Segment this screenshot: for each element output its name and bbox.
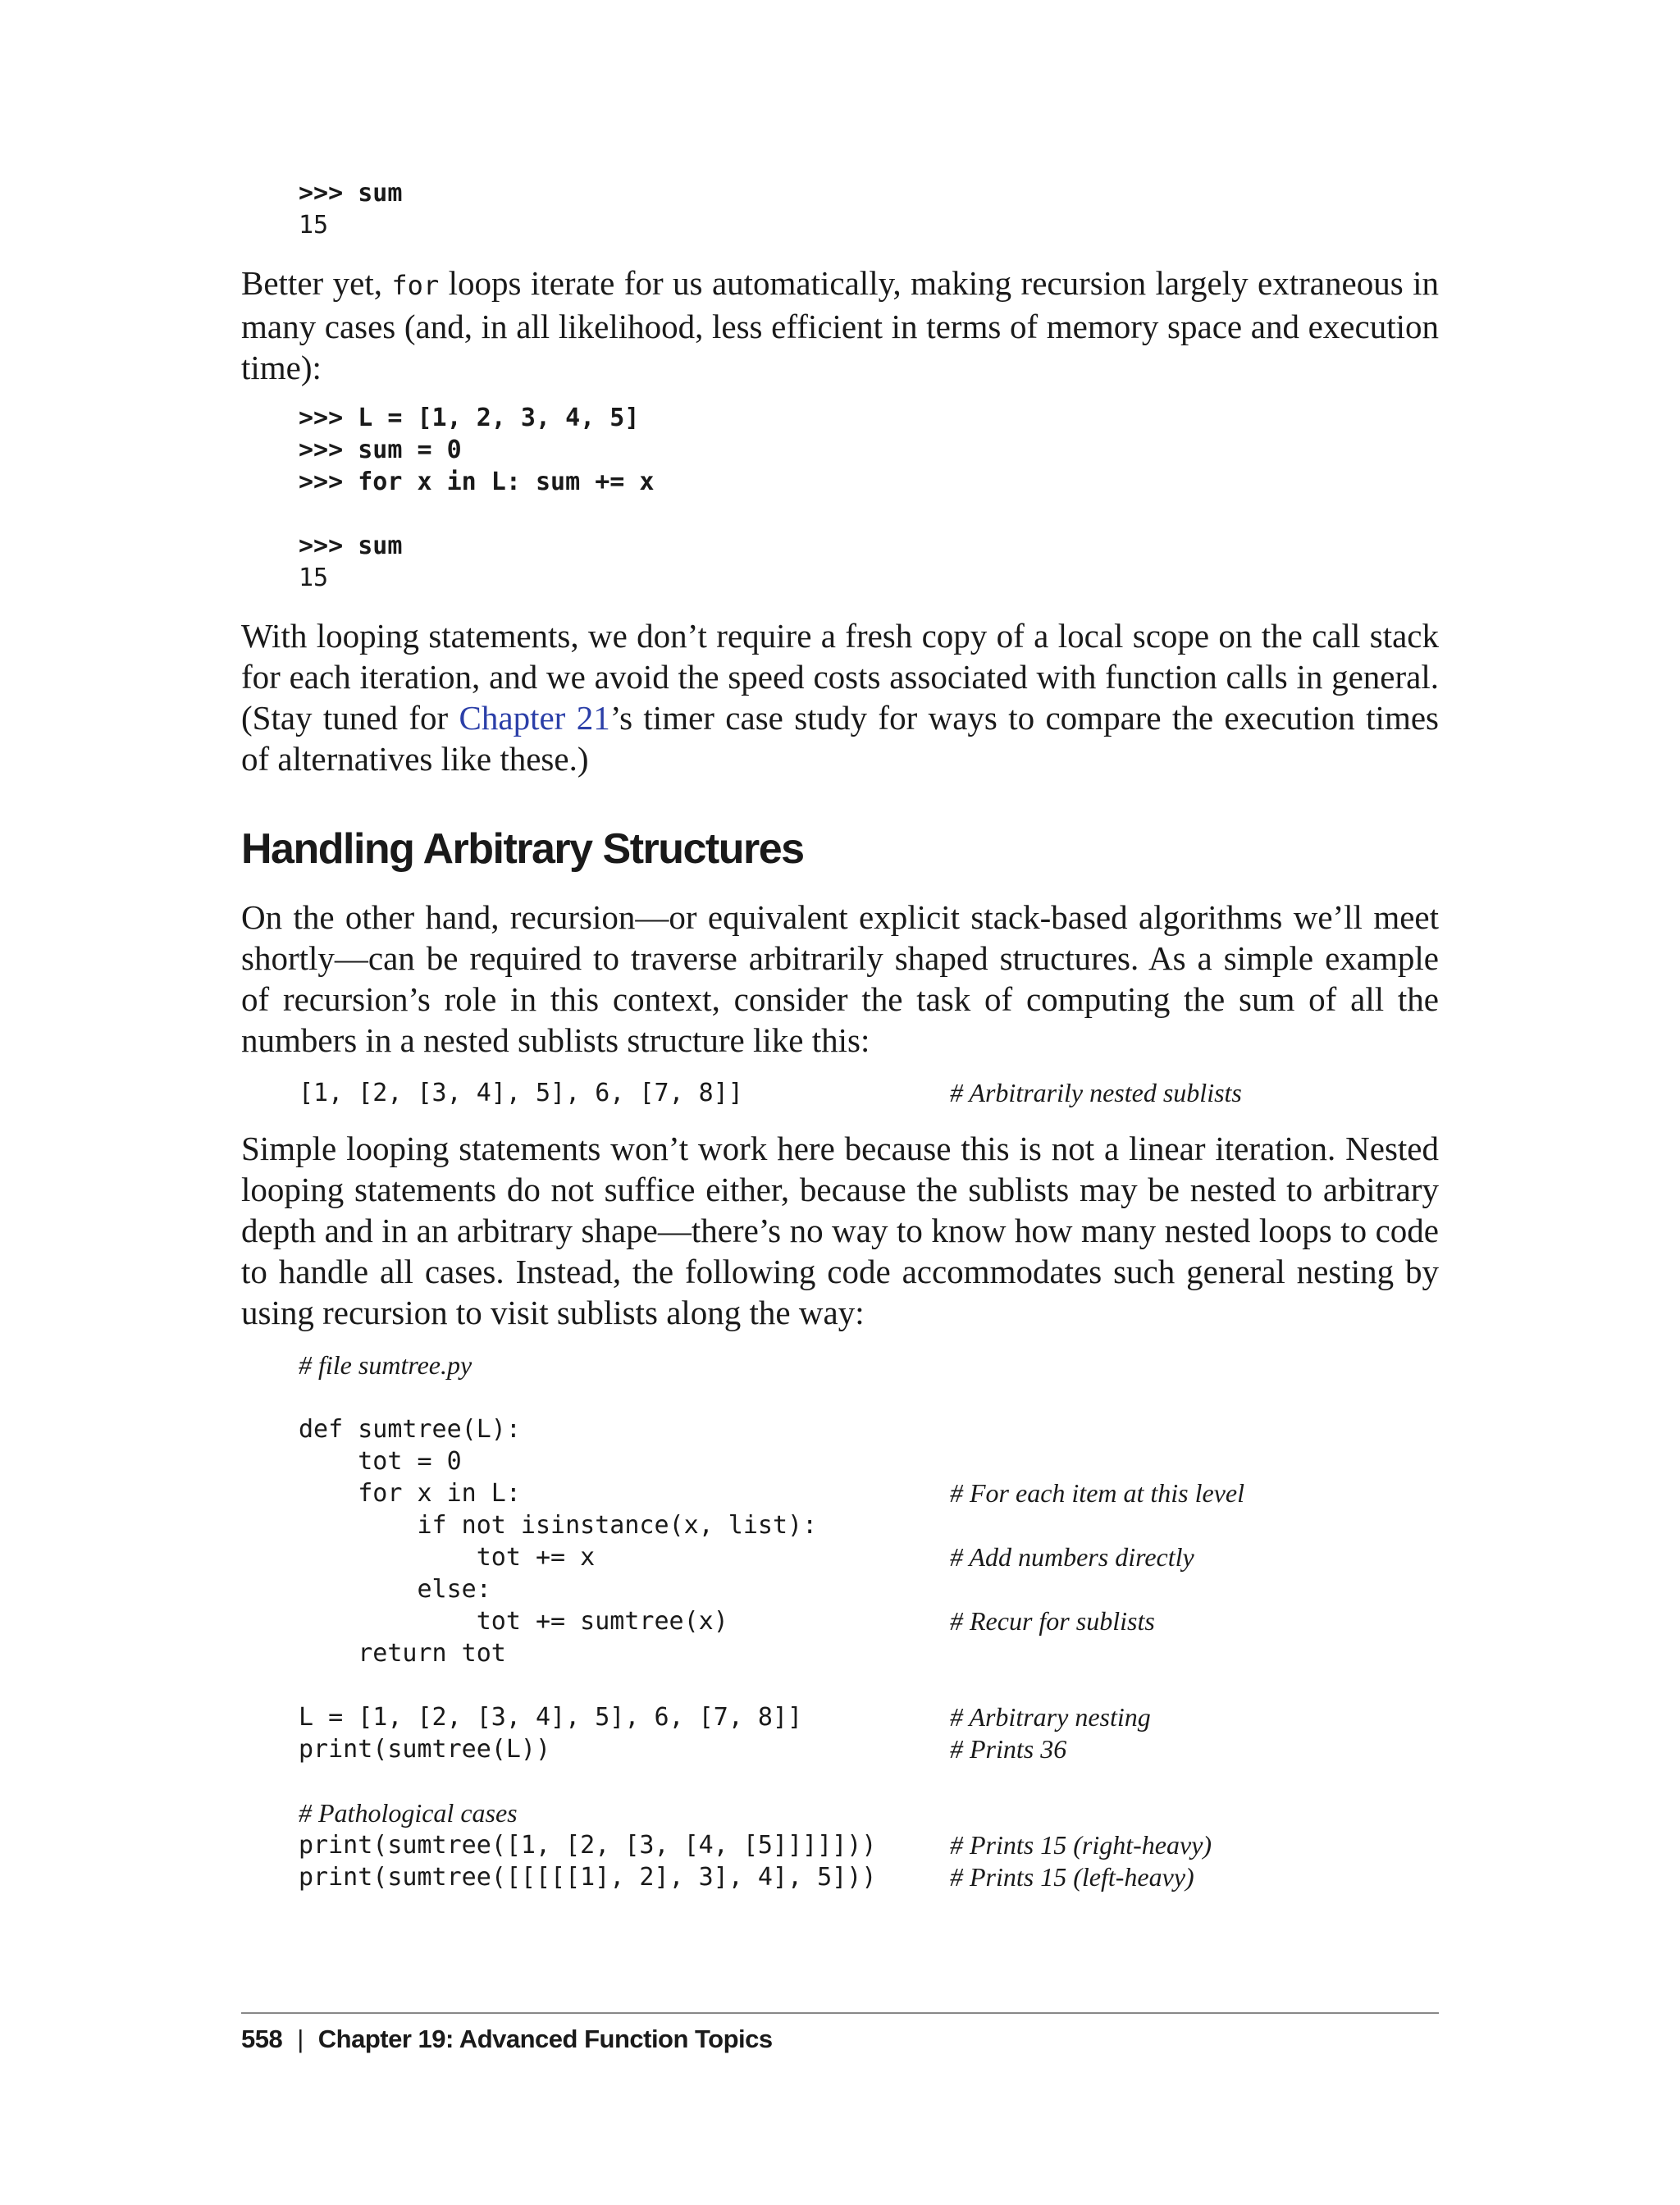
code-line: print(sumtree([1, [2, [3, [4, [5]]]]])) # Prints 15 (right-heavy) [299,1830,1212,1860]
inline-code-for: for [391,270,440,301]
code-line: 15 [299,564,329,592]
code-comment: # file sumtree.py [299,1350,472,1380]
paragraph-recursion-structures: On the other hand, recursion—or equivalent explicit stack-based algorithms we’ll meet shortly—can be required to traverse arbitrarily shaped structures. As a simple example of recursion’s role in this context, consider the task of computing the sum of all the numbers in a nested sublists structure like this: [241,898,1439,1059]
chapter-title: Chapter 19: Advanced Function Topics [317,2025,773,2053]
section-heading: Handling Arbitrary Structures [241,825,804,873]
code-line [299,1669,876,1701]
page-number: 558 [241,2025,283,2053]
code-comment: # Prints 15 (left-heavy) [950,1862,1194,1892]
code-line: for x in L: # For each item at this level [299,1478,1245,1508]
code-line [299,498,654,530]
code-comment: # Recur for sublists [950,1606,1155,1636]
code-line [299,1381,876,1413]
code-line: print(sumtree(L)) # Prints 36 [299,1734,1067,1764]
paragraph-looping-statements: With looping statements, we don’t require a fresh copy of a local scope on the call stack for each iteration, and we avoid the speed costs associated with function calls in general. (Stay tuned for Chapter 21’s timer case study for ways to compare the execution times of alternatives like these.) [241,617,1439,778]
code-line: >>> sum [299,532,403,560]
code-line: L = [1, [2, [3, 4], 5], 6, [7, 8]] # Arbitrary nesting [299,1702,1151,1732]
code-line: if not isinstance(x, list): [299,1511,818,1540]
code-block-for-loop [299,402,654,594]
code-comment: # Arbitrarily nested sublists [950,1078,1242,1107]
code-line: 15 [299,211,329,240]
code-line: tot += x # Add numbers directly [299,1542,1194,1572]
code-comment: # For each item at this level [950,1478,1245,1508]
code-comment: # Pathological cases [299,1798,518,1828]
code-line [299,1797,876,1829]
code-block-sum-result [299,177,402,241]
code-line: tot = 0 [299,1447,462,1476]
code-comment: # Add numbers directly [950,1542,1194,1572]
code-line: >>> L = [1, 2, 3, 4, 5] [299,404,640,432]
paragraph-simple-looping: Simple looping statements won’t work here because this is not a linear iteration. Nested looping statements do not suffice either, because the sublists may be nested to arbitrary depth and in an arbitrary shape—there’s no way to know how many nested loops to code to handle all cases. Instead, the following code accommodates such general nesting by using recursion to visit sublists along the way: [241,1130,1439,1331]
code-line: print(sumtree([[[[[1], 2], 3], 4], 5])) # Prints 15 (left-heavy) [299,1862,1194,1892]
page-footer [241,2025,773,2054]
code-block-nested-list [299,1077,1242,1109]
code-line: tot += sumtree(x) # Recur for sublists [299,1606,1155,1636]
code-line: >>> sum [299,179,403,208]
chapter-21-link[interactable]: Chapter 21 [459,699,610,737]
code-line: [1, [2, [3, 4], 5], 6, [7, 8]] # Arbitrarily nested sublists [299,1078,1242,1107]
code-line: >>> for x in L: sum += x [299,468,655,496]
code-comment: # Prints 36 [950,1734,1067,1764]
code-line: else: [299,1575,491,1604]
code-block-sumtree [299,1349,1245,1893]
footer-divider [241,2012,1439,2014]
code-line: >>> sum = 0 [299,436,462,464]
code-line: def sumtree(L): [299,1415,521,1444]
code-comment: # Prints 15 (right-heavy) [950,1830,1212,1860]
footer-separator: | [297,2025,304,2053]
paragraph-for-loops: Better yet, for loops iterate for us automatically, making recursion largely extraneous in many cases (and, in all likelihood, less efficient in terms of memory space and execution time): [241,264,1439,386]
code-line [299,1765,876,1797]
code-comment: # Arbitrary nesting [950,1702,1151,1732]
code-line: return tot [299,1639,506,1668]
code-line [299,1349,876,1381]
